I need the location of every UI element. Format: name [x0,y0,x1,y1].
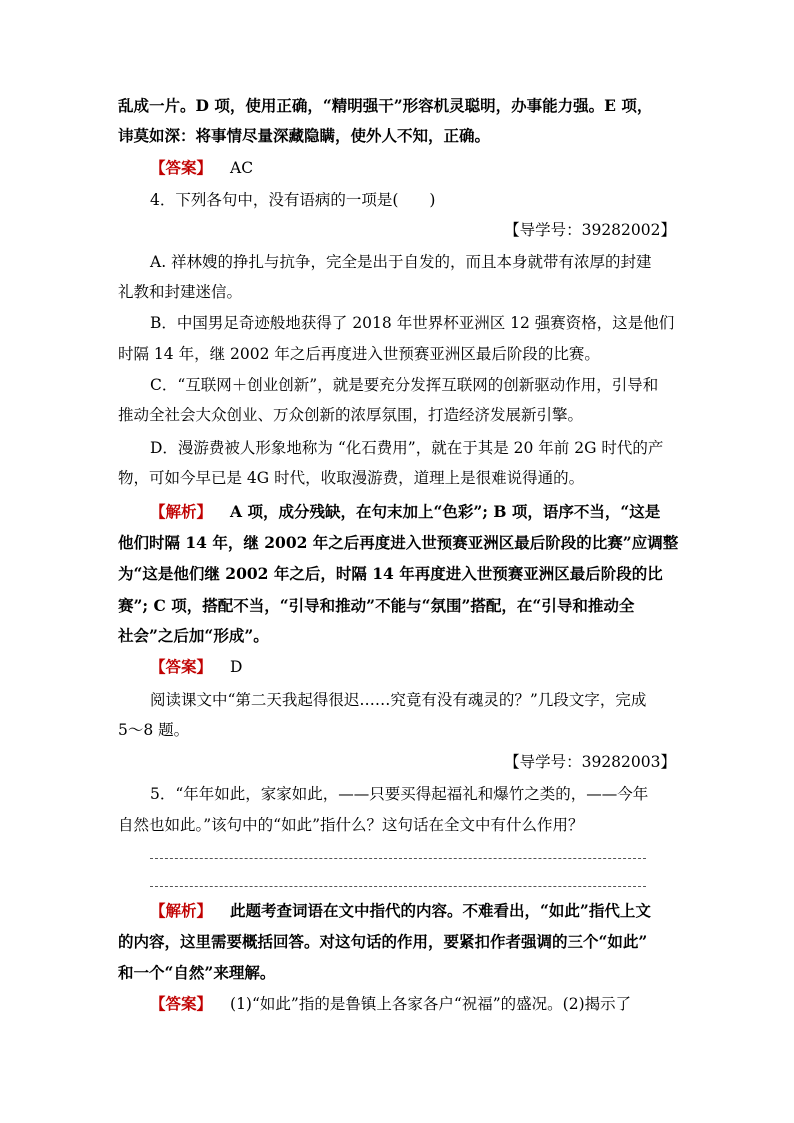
q4-option-a-line-1: A. 祥林嫂的挣扎与抗争，完全是出于自发的，而且本身就带有浓厚的封建 [150,253,652,271]
analysis-tag: 【解析】 [150,901,213,920]
q4-guide-number: 【导学号：39282002】 [504,221,676,239]
answer-tag: 【答案】 [150,994,213,1013]
q4-answer-value: D [230,658,243,676]
q4-analysis-line-2: 他们时隔 14 年，继 2002 年之后再度进入世预赛亚洲区最后阶段的比赛”应调整 [118,533,679,552]
analysis-tag: 【解析】 [150,502,213,521]
q5-analysis-line-2: 的内容，这里需要概括回答。对这句话的作用，要紧扣作者强调的三个“如此” [118,932,648,951]
answer-tag: 【答案】 [150,657,213,676]
passage-instruction-line-2: 5～8 题。 [118,721,190,739]
q5-analysis-line-3: 和一个“自然”来理解。 [118,963,276,982]
q4-analysis-line-5: 社会”之后加“形成”。 [118,626,269,645]
q4-option-b-line-1: B．中国男足奇迹般地获得了 2018 年世界杯亚洲区 12 强赛资格，这是他们 [150,314,675,332]
q4-analysis-line-1: 【解析】 A 项，成分残缺，在句末加上“色彩”; B 项，语序不当，“这是 [150,502,661,521]
q4-option-b-line-2: 时隔 14 年，继 2002 年之后再度进入世预赛亚洲区最后阶段的比赛。 [118,345,600,363]
q4-option-d-line-2: 物，可如今早已是 4G 时代，收取漫游费，道理上是很难说得通的。 [118,469,585,487]
q5-analysis-line-1: 【解析】 此题考查词语在文中指代的内容。不难看出，“如此”指代上文 [150,901,651,920]
answer-blank-line-1 [150,858,646,859]
q3-explanation-line-2: 讳莫如深：将事情尽量深藏隐瞒，使外人不知，正确。 [118,126,491,145]
answer-tag: 【答案】 [150,158,213,177]
q4-stem: 4．下列各句中，没有语病的一项是( ) [150,191,436,209]
answer-blank-line-2 [150,886,646,887]
q3-answer-value: AC [230,159,254,177]
q5-answer [150,994,631,1014]
q3-explanation-line-1: 乱成一片。D 项，使用正确，“精明强干”形容机灵聪明，办事能力强。E 项， [118,96,653,115]
q4-option-d-line-1: D．漫游费被人形象地称为 “化石费用”，就在于其是 20 年前 2G 时代的产 [150,439,664,457]
q4-analysis-line-4: 赛”; C 项，搭配不当，“引导和推动”不能与“氛围”搭配，在“引导和推动全 [118,596,635,615]
passage-guide-number: 【导学号：39282003】 [504,753,676,771]
q4-option-c-line-2: 推动全社会大众创业、万众创新的浓厚氛围，打造经济发展新引擎。 [118,406,584,424]
q4-analysis-line-3: 为“这是他们继 2002 年之后，时隔 14 年再度进入世预赛亚洲区最后阶段的比 [118,564,663,583]
q5-answer-value: (1)“如此”指的是鲁镇上各家各户“祝福”的盛况。(2)揭示了 [230,995,632,1013]
q5-stem-line-1: 5．“年年如此，家家如此，——只要买得起福礼和爆竹之类的，——今年 [150,785,649,803]
q4-answer [150,657,242,677]
passage-instruction-line-1: 阅读课文中“第二天我起得很迟……究竟有没有魂灵的？”几段文字，完成 [150,691,647,709]
q3-answer [150,158,253,178]
q4-option-c-line-1: C．“互联网＋创业创新”，就是要充分发挥互联网的创新驱动作用，引导和 [150,376,659,394]
q4-option-a-line-2: 礼教和封建迷信。 [118,283,243,301]
q5-stem-line-2: 自然也如此。”该句中的“如此”指什么？这句话在全文中有什么作用？ [118,816,584,834]
